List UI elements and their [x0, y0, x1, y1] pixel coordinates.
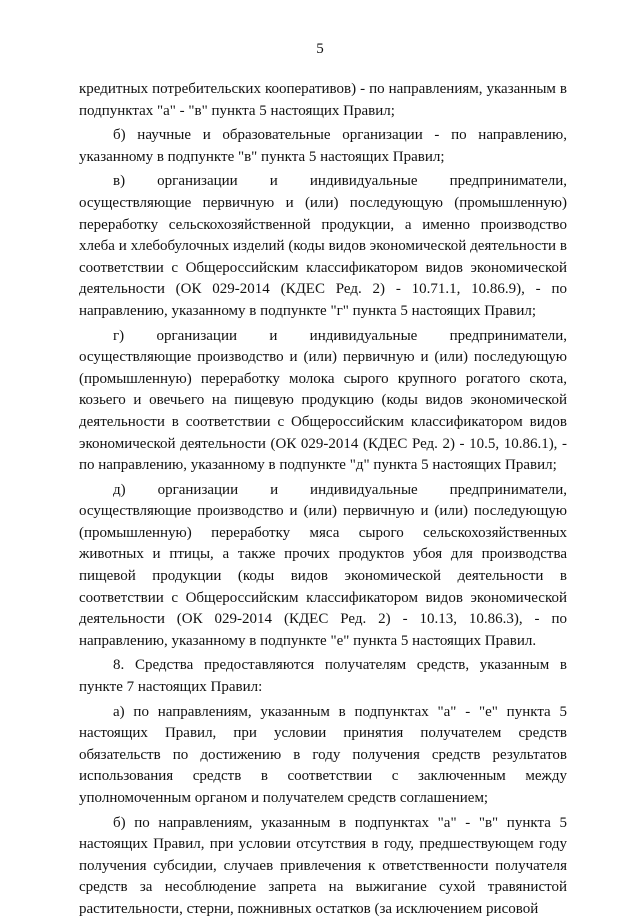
paragraph-point-8-item-b: б) по направлениям, указанным в подпунктах "а" - "в" пункта 5 настоящих Правил, при условии отсутствия в году, предшествующем году получения субсидии, случаев привлечения к ответственности получателя средств за несоблюдение запрета на выжигание сухой травянистой растительности, стерни, пожнивных остатков (за исключением рисовой [79, 814, 567, 917]
paragraph-point-8: 8. Средства предоставляются получателям средств, указанным в пункте 7 настоящих Правил: [79, 657, 567, 696]
paragraph-item-g-milk-processing: г) организации и индивидуальные предприниматели, осуществляющие производство и (или) первичную и (или) последующую (промышленную) переработку молока сырого крупного рогатого скота, козьего и овечьего на пищевую продукцию (коды видов экономической деятельности в соответствии с Общероссийским классификатором видов экономической деятельности (ОК 029-2014 (КДЕС Ред. 2) - 10.5, 10.86.1), - по направлению, указанному в подпункте "д" пункта 5 настоящих Правил; [79, 327, 567, 474]
paragraph-credit-cooperatives-end: кредитных потребительских кооперативов) - по направлениям, указанным в подпунктах "а" - "в" пункта 5 настоящих Правил; [79, 81, 567, 119]
paragraph-point-8-item-a: а) по направлениям, указанным в подпунктах "а" - "е" пункта 5 настоящих Правил, при условии принятия получателем средств обязательств по достижению в году получения средств результатов использования средств в соответствии с заключенным между уполномоченным органом и получателем средств соглашением; [79, 703, 567, 806]
paragraph-item-v-bread-production: в) организации и индивидуальные предприниматели, осуществляющие первичную и (или) последующую (промышленную) переработку сельскохозяйственной продукции, а именно производство хлеба и хлебобулочных изделий (коды видов экономической деятельности в соответствии с Общероссийским классификатором видов экономической деятельности (ОК 029-2014 (КДЕС Ред. 2) - 10.71.1, 10.86.9), - по направлению, указанному в подпункте "г" пункта 5 настоящих Правил; [79, 173, 567, 319]
paragraph-item-d-meat-processing: д) организации и индивидуальные предприниматели, осуществляющие производство и (или) первичную и (или) последующую (промышленную) переработку мяса сырого сельскохозяйственных животных и птицы, а также прочих продуктов убоя для производства пищевой продукции (коды видов экономической деятельности в соответствии с Общероссийским классификатором видов экономической деятельности (ОК 029-2014 (КДЕС Ред. 2) - 10.13, 10.86.3), - по направлению, указанному в подпункте "е" пункта 5 настоящих Правил. [79, 481, 567, 649]
page-number: 5 [316, 41, 324, 57]
document-body [79, 79, 567, 921]
paragraph-item-b-science-organizations: б) научные и образовательные организации - по направлению, указанному в подпункте "в" пункта 5 настоящих Правил; [79, 127, 567, 165]
